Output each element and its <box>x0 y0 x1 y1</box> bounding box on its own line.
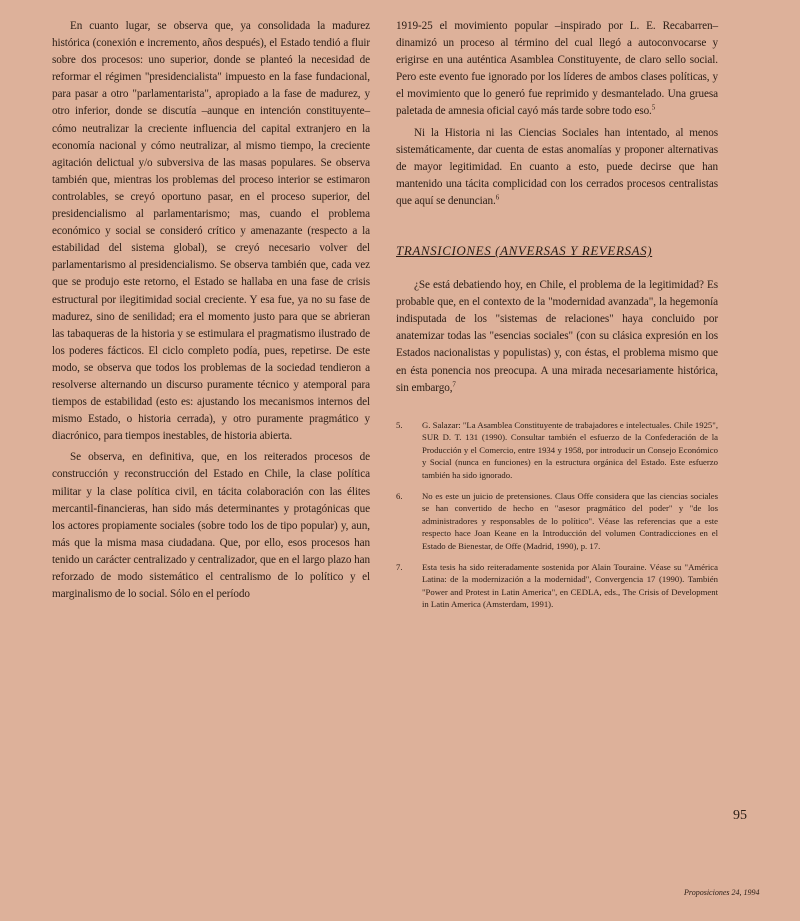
page-number: 95 <box>733 808 747 823</box>
body-paragraph-continued <box>396 18 718 121</box>
body-paragraph <box>396 125 718 210</box>
body-paragraph-text: Ni la Historia ni las Ciencias Sociales han intentado, al menos sistemáticamente, dar cuenta de estas anomalías y proponer alternativas de mayor legitimidad. En cuanto a esto, puede decirse que han mantenido una tácita complicidad con los cerrados procesos centralistas que aquí se denuncian. <box>396 126 718 207</box>
body-paragraph-text: 1919-25 el movimiento popular –inspirado por L. E. Recabarren– dinamizó un proceso al término del cual llegó a autoconvocarse y erigirse en una auténtica Asamblea Constituyente, de claro sello social. Pero este evento fue ignorado por los líderes de ambos clases políticas, y el movimiento que lo generó fue reprimido y desmantelado. Una gruesa paletada de amnesia oficial cayó más tarde sobre todo eso. <box>396 20 718 118</box>
body-paragraph-text: ¿Se está debatiendo hoy, en Chile, el problema de la legitimidad? Es probable que, en el contexto de la "modernidad avanzada", la hegemonía indisputada de los "sistemas de relaciones" haya concluido por anatemizar todas las "esencias sociales" (con su clásica expresión en los Estados nacionalistas y populistas) y, con éstas, el problema mismo que en ésta ponencia nos preocupa. A una mirada necesariamente histórica, sin embargo, <box>396 279 718 394</box>
footnote <box>396 561 718 611</box>
footnote-number: 6. <box>396 490 403 501</box>
footnote <box>396 490 718 553</box>
footnote-number: 5. <box>396 419 403 430</box>
footnote-text: Esta tesis ha sido reiteradamente sostenida por Alain Touraine. Véase su "América Latina: de la modernización a la modernidad", Convergencia 17 (1990). También "Power and Protest in Latin America", en CEDLA, eds., The Crisis of Development in Latin America (Amsterdam, 1991). <box>422 561 718 610</box>
footnote-ref: 5 <box>651 103 656 112</box>
body-paragraph: En cuanto lugar, se observa que, ya consolidada la madurez histórica (conexión e incremento, años después), el Estado tendió a fluir sobre dos procesos: uno superior, donde se planteó la necesidad de reformar el régimen "presidencialista" impuesto en la fase fundacional, para pasar a otro "parlamentarista", apropiado a la fase de madurez, y otro inferior, donde se discutía –aunque en intención constituyente– cómo neutralizar la creciente influencia del capital extranjero en la economía nacional y cómo neutralizar, al mismo tiempo, la creciente agitación delictual y/o subversiva de las masas populares. Se observa también que, mientras los problemas del proceso interior se estimaron controlables, se creyó oportuno pasar, en el proceso superior, del presidencialismo al parlamentarismo; mas, cuando el problema económico y social se consideró crítico y amenazante (respecto a la estabilidad del sistema global), se creyó necesario volver del parlamentarismo al presidencialismo. Se observa también que, cada vez que se produjo este retorno, el Estado se hallaba en una fase de crisis estructural por ilegitimidad social creciente. Y esa fue, ya no su fase de madurez, sino de senilidad; era el momento justo para que se abrieran las tabaqueras de la historia y se estimulara el pragmatismo ilustrado de los poderes fácticos. El ciclo completo podía, pues, repetirse. De este modo, se observa que todos los problemas de la sociedad tendieron a resolverse alternando un discurso puramente técnico y atemporal para tiempos de estabilidad (esto es: ajustando los mecanismos internos del mismo Estado, o historia cerrada), y otro puramente pragmático y diacrónico, para tiempos inestables, de historia abierta. <box>52 20 370 443</box>
footnote-text: No es este un juicio de pretensiones. Claus Offe considera que las ciencias sociales se han convertido de hecho en "asesor pragmático del poder" y "de los administradores y responsables de lo político". Véase las referencias que a este respecto hace Joan Keane en la Introducción del volumen Contradicciones en el Estado de Bienestar, de Offe (Madrid, 1990), p. 17. <box>422 490 718 552</box>
body-paragraph: Se observa, en definitiva, que, en los reiterados procesos de construcción y reconstrucción del Estado en Chile, la clase política militar y la clase política civil, en tácita colaboración con las élites mercantil-financieras, han sido más determinantes y protagónicas que los actores propiamente sociales (sobre todo los de tipo popular) y, aun, más que la misma masa ciudadana. Que, por ello, esos procesos han tenido un carácter centralizado y centralizador, que en el largo plazo han reforzado de modo sistemático el centralismo de lo político y el marginalismo de lo social. Sólo en el período <box>52 451 370 601</box>
right-column <box>396 18 718 619</box>
footnote-number: 7. <box>396 561 403 572</box>
left-column <box>52 18 370 603</box>
footnote-ref: 6 <box>495 193 500 202</box>
section-heading: TRANSICIONES (ANVERSAS Y REVERSAS) <box>396 243 653 259</box>
footnote-text: G. Salazar: "La Asamblea Constituyente de trabajadores e intelectuales. Chile 1925", SUR D. T. 131 (1990). Consultar también el esfuerzo de la Confederación de la Producción y el Comercio, entre 1934 y 1958, por introducir un Consejo Económico y Social (nunca en funciones) en la estructura orgánica del Estado. Este esfuerzo también ha sido ignorado. <box>422 419 718 481</box>
footnote <box>396 419 718 482</box>
footnote-ref: 7 <box>452 379 456 388</box>
running-footer: Proposiciones 24, 1994 <box>684 888 760 897</box>
footnotes <box>396 419 718 611</box>
body-paragraph <box>396 277 718 397</box>
